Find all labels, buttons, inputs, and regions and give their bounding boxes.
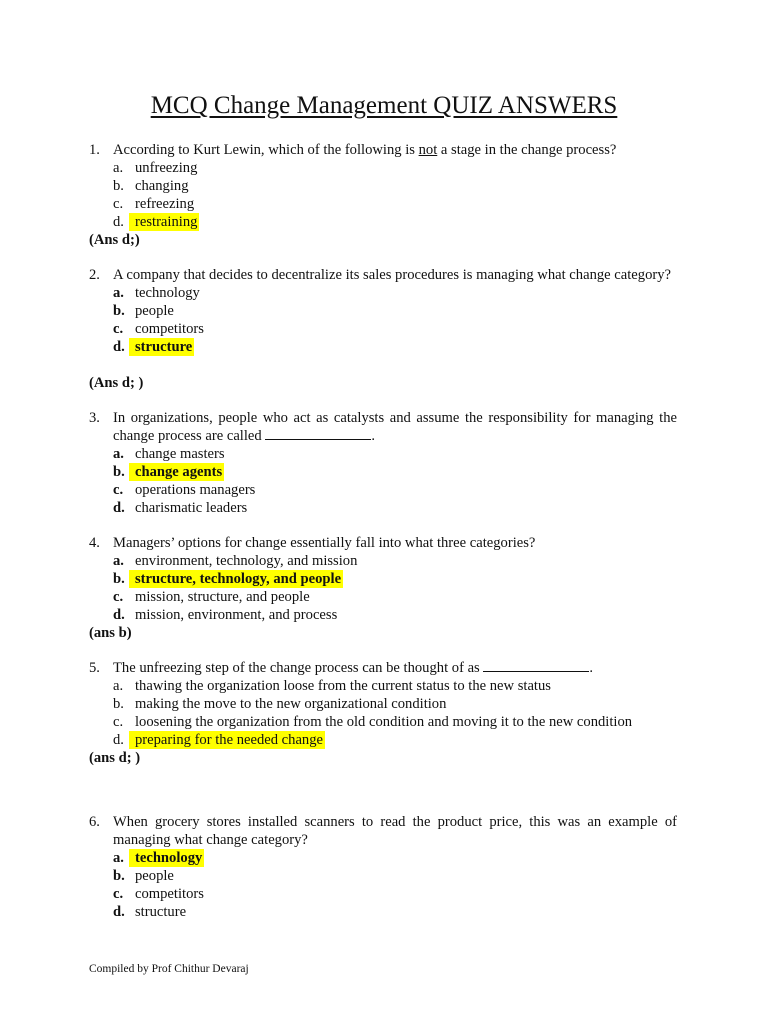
option-text: unfreezing bbox=[135, 160, 198, 176]
question-text-emphasis: not bbox=[418, 142, 438, 158]
option-c bbox=[113, 195, 677, 213]
option-b bbox=[113, 177, 677, 195]
option-d bbox=[113, 499, 677, 517]
options-list bbox=[113, 159, 677, 231]
option-text: change masters bbox=[135, 446, 225, 462]
question-text-part: The unfreezing step of the change process can be thought of as bbox=[113, 660, 480, 676]
question-text-part: a stage in the change process? bbox=[437, 142, 617, 158]
question-5 bbox=[89, 659, 677, 749]
question-2 bbox=[89, 266, 677, 356]
question-text-end: . bbox=[371, 428, 376, 444]
options-list bbox=[113, 849, 677, 921]
answer-blank bbox=[483, 659, 589, 672]
option-text: mission, environment, and process bbox=[135, 607, 338, 623]
question-3 bbox=[89, 409, 677, 517]
question-number: 3. bbox=[89, 410, 100, 426]
option-letter: a. bbox=[113, 678, 124, 694]
option-letter: a. bbox=[113, 160, 124, 176]
option-text-highlighted: change agents bbox=[129, 463, 224, 481]
option-a bbox=[113, 552, 677, 570]
question-text: A company that decides to decentralize its sales procedures is managing what change category? bbox=[113, 267, 671, 283]
option-text-highlighted: structure bbox=[129, 338, 194, 356]
option-b bbox=[113, 570, 677, 588]
option-letter: d. bbox=[113, 339, 125, 355]
option-letter: c. bbox=[113, 482, 124, 498]
option-a bbox=[113, 445, 677, 463]
option-d bbox=[113, 903, 677, 921]
option-text-highlighted: preparing for the needed change bbox=[129, 731, 325, 749]
option-letter: c. bbox=[113, 589, 124, 605]
answer-5: (ans d; ) bbox=[89, 750, 141, 766]
option-a bbox=[113, 677, 677, 695]
option-text: structure bbox=[135, 904, 187, 920]
option-b bbox=[113, 302, 677, 320]
option-letter: d. bbox=[113, 904, 125, 920]
question-text: When grocery stores installed scanners to read the product price, this was an example of managing what change category? bbox=[113, 814, 677, 848]
option-text: technology bbox=[135, 285, 200, 301]
question-text-part: In organizations, people who act as catalysts and assume the responsibility for managing the change process are called bbox=[113, 410, 677, 444]
option-letter: d. bbox=[113, 500, 125, 516]
option-c bbox=[113, 588, 677, 606]
page-footer: Compiled by Prof Chithur Devaraj bbox=[89, 963, 249, 975]
option-text: thawing the organization loose from the current status to the new status bbox=[135, 678, 551, 694]
option-text: making the move to the new organizational condition bbox=[135, 696, 447, 712]
option-text: loosening the organization from the old condition and moving it to the new condition bbox=[135, 714, 633, 730]
question-number: 1. bbox=[89, 142, 100, 158]
answer-4: (ans b) bbox=[89, 625, 132, 641]
option-letter: c. bbox=[113, 714, 124, 730]
question-text-end: . bbox=[589, 660, 594, 676]
option-c bbox=[113, 320, 677, 338]
option-letter: a. bbox=[113, 553, 124, 569]
options-list bbox=[113, 552, 677, 624]
option-b bbox=[113, 695, 677, 713]
option-a bbox=[113, 284, 677, 302]
question-number: 6. bbox=[89, 814, 100, 830]
question-text-part: According to Kurt Lewin, which of the following is bbox=[113, 142, 419, 158]
option-text: changing bbox=[135, 178, 189, 194]
question-1 bbox=[89, 141, 677, 231]
option-text: environment, technology, and mission bbox=[135, 553, 358, 569]
option-d bbox=[113, 338, 677, 356]
answer-1: (Ans d;) bbox=[89, 232, 140, 248]
option-b bbox=[113, 867, 677, 885]
option-letter: b. bbox=[113, 868, 125, 884]
answer-blank bbox=[265, 427, 371, 440]
option-text-highlighted: restraining bbox=[129, 213, 199, 231]
option-text: operations managers bbox=[135, 482, 256, 498]
option-letter: d. bbox=[113, 607, 125, 623]
answer-2: (Ans d; ) bbox=[89, 375, 144, 391]
option-text-highlighted: structure, technology, and people bbox=[129, 570, 343, 588]
option-text: competitors bbox=[135, 886, 204, 902]
question-number: 2. bbox=[89, 267, 100, 283]
option-a bbox=[113, 159, 677, 177]
option-a bbox=[113, 849, 677, 867]
question-text bbox=[113, 409, 677, 445]
question-text bbox=[113, 141, 677, 159]
option-d bbox=[113, 731, 677, 749]
question-text: Managers’ options for change essentially fall into what three categories? bbox=[113, 535, 536, 551]
option-letter: c. bbox=[113, 886, 124, 902]
option-text: people bbox=[135, 868, 174, 884]
option-b bbox=[113, 463, 677, 481]
options-list bbox=[113, 445, 677, 517]
option-letter: b. bbox=[113, 571, 125, 587]
option-letter: b. bbox=[113, 696, 124, 712]
option-text: charismatic leaders bbox=[135, 500, 248, 516]
option-text-highlighted: technology bbox=[129, 849, 204, 867]
options-list bbox=[113, 284, 677, 356]
option-letter: b. bbox=[113, 303, 125, 319]
question-6 bbox=[89, 813, 677, 921]
option-c bbox=[113, 713, 677, 731]
option-c bbox=[113, 481, 677, 499]
question-number: 5. bbox=[89, 660, 100, 676]
option-text: people bbox=[135, 303, 174, 319]
option-text: mission, structure, and people bbox=[135, 589, 310, 605]
option-letter: c. bbox=[113, 321, 124, 337]
page-title: MCQ Change Management QUIZ ANSWERS bbox=[150, 92, 618, 119]
options-list bbox=[113, 677, 677, 749]
question-4 bbox=[89, 534, 677, 624]
option-letter: a. bbox=[113, 850, 124, 866]
option-letter: b. bbox=[113, 464, 125, 480]
option-letter: d. bbox=[113, 732, 124, 748]
option-text: competitors bbox=[135, 321, 204, 337]
option-letter: d. bbox=[113, 214, 124, 230]
option-d bbox=[113, 606, 677, 624]
option-c bbox=[113, 885, 677, 903]
question-text bbox=[113, 659, 677, 677]
option-letter: a. bbox=[113, 446, 124, 462]
option-d bbox=[113, 213, 677, 231]
option-text: refreezing bbox=[135, 196, 195, 212]
option-letter: a. bbox=[113, 285, 124, 301]
question-number: 4. bbox=[89, 535, 100, 551]
option-letter: c. bbox=[113, 196, 124, 212]
option-letter: b. bbox=[113, 178, 124, 194]
